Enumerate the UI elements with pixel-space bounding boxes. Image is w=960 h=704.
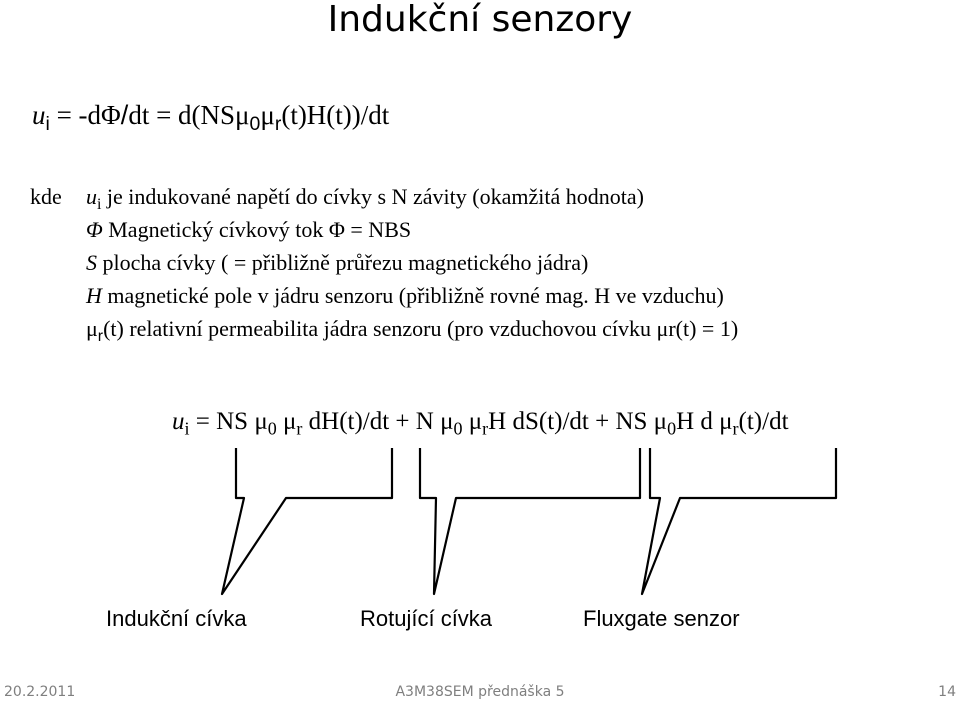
label-rotating-coil: Rotující cívka [360,606,493,631]
footer-course: A3M38SEM přednáška 5 [395,684,565,700]
footer-page-number: 14 [938,684,956,700]
page-title: Indukční senzory [327,0,633,40]
label-fluxgate: Fluxgate senzor [583,606,740,631]
definitions-kde: kde [30,184,62,209]
footer-date: 20.2.2011 [4,684,76,700]
callout-induction-coil [222,448,392,594]
callout-rotating-coil [420,448,640,594]
label-induction-coil: Indukční cívka [106,606,247,631]
main-formula: $u_i = -d\Phi/dt = d(NS\mu_0\mu_r(t)H(t))/dt$ [32,100,390,135]
callout-fluxgate [642,448,836,594]
expanded-formula: $u_i$ = NS $\mu_0$ $\mu_r$ dH(t)/dt + N $\mu_0$ $\mu_rH$ dS(t)/dt + NS $\mu_0H$ d $\mu_r(t)/dt$ [172,408,789,439]
